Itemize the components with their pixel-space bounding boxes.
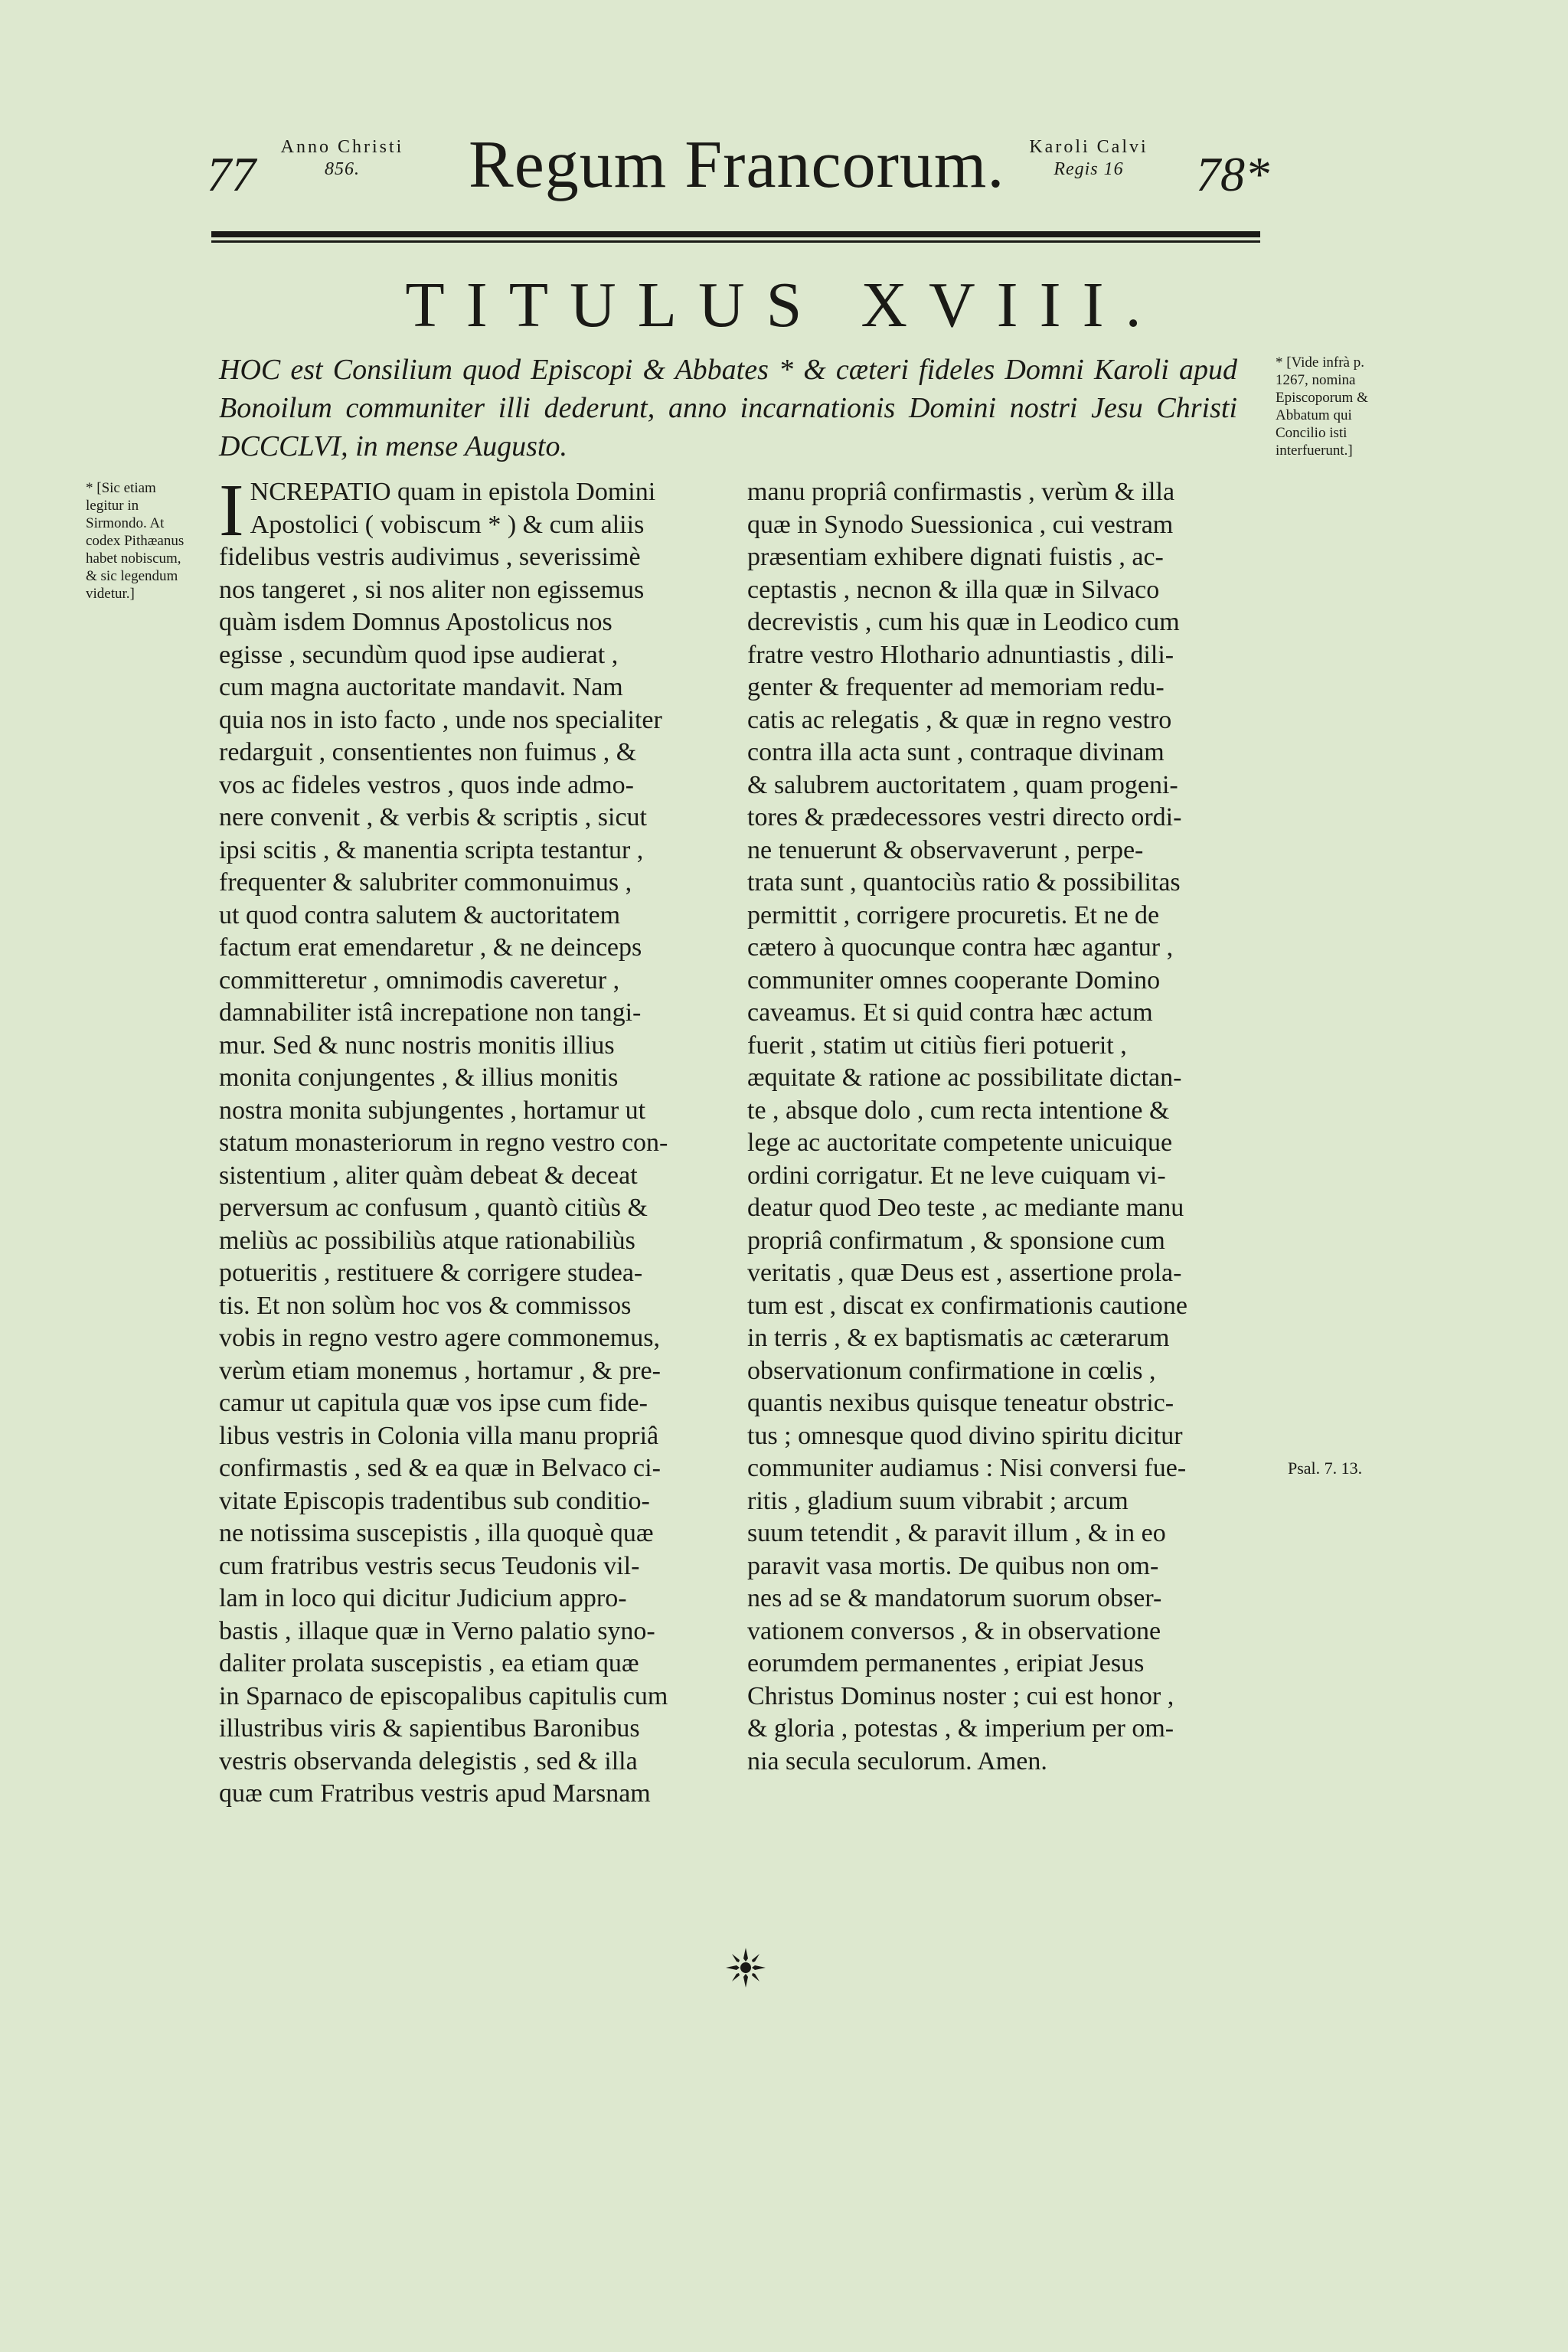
text-line: quæ cum Fratribus vestris apud Marsnam — [219, 1779, 651, 1808]
text-line: eorumdem permanentes , eripiat Jesus — [747, 1649, 1145, 1677]
text-line: quia nos in isto facto , unde nos specialiter — [219, 705, 662, 734]
text-line: nes ad se & mandatorum suorum obser- — [747, 1584, 1162, 1612]
text-line: cum fratribus vestris secus Teudonis vil- — [219, 1551, 640, 1580]
text-line: daliter prolata suscepistis , ea etiam quæ — [219, 1649, 639, 1677]
drop-cap: I — [219, 469, 244, 552]
text-line: verùm etiam monemus , hortamur , & pre- — [219, 1356, 661, 1385]
text-line: cum magna auctoritate mandavit. Nam — [219, 673, 623, 701]
right-column — [747, 476, 1263, 1778]
text-line: NCREPATIO quam in epistola Domini — [250, 478, 656, 506]
text-line: decrevistis , cum his quæ in Leodico cum — [747, 608, 1180, 636]
text-line: deatur quod Deo teste , ac mediante manu — [747, 1194, 1184, 1222]
year-number: 856. — [325, 158, 360, 179]
text-line: fidelibus vestris audivimus , severissimè — [219, 543, 641, 571]
text-line: nostra monita subjungentes , hortamur ut — [219, 1096, 646, 1125]
text-line: perversum ac confusum , quantò citiùs & — [219, 1194, 648, 1222]
text-line: Christus Dominus noster ; cui est honor , — [747, 1681, 1174, 1710]
text-line: nia secula seculorum. Amen. — [747, 1746, 1047, 1775]
text-line: catis ac relegatis , & quæ in regno vestro — [747, 705, 1172, 734]
running-title: Regum Francorum. — [469, 128, 1005, 202]
text-line: egisse , secundùm quod ipse audierat , — [219, 640, 619, 669]
text-line: tis. Et non solùm hoc vos & commissos — [219, 1291, 632, 1320]
header-rule-thick — [211, 231, 1260, 237]
text-line: committeretur , omnimodis caveretur , — [219, 965, 620, 995]
text-line: æquitate & ratione ac possibilitate dictan- — [747, 1063, 1182, 1092]
text-line: contra illa acta sunt , contraque divinam — [747, 738, 1165, 766]
text-line: camur ut capitula quæ vos ipse cum fide- — [219, 1389, 648, 1417]
text-line: vobis in regno vestro agere commonemus, — [219, 1324, 660, 1352]
text-line: libus vestris in Colonia villa manu propriâ — [219, 1421, 659, 1450]
text-line: ne notissima suscepistis , illa quoquè quæ — [219, 1519, 654, 1547]
text-line: meliùs ac possibiliùs atque rationabiliùs — [219, 1226, 635, 1255]
text-line: communiter audiamus : Nisi conversi fue- — [747, 1454, 1187, 1482]
text-line: quàm isdem Domnus Apostolicus nos — [219, 608, 612, 636]
text-line: suum tetendit , & paravit illum , & in eo — [747, 1519, 1166, 1547]
margin-note-right-top: * [Vide infrà p. 1267, nomina Episcoporum & Abbatum qui Concilio isti interfuerunt.] — [1276, 354, 1368, 459]
text-line: in Sparnaco de episcopalibus capitulis cum — [219, 1681, 668, 1710]
reign-label — [1012, 136, 1165, 181]
text-line: cætero à quocunque contra hæc agantur , — [747, 933, 1174, 962]
text-line: vos ac fideles vestros , quos inde admo- — [219, 770, 634, 799]
text-line: quæ in Synodo Suessionica , cui vestram — [747, 510, 1174, 539]
text-line: potueritis , restituere & corrigere studea- — [219, 1259, 643, 1287]
margin-note-left: * [Sic etiam legitur in Sirmondo. At codex Pithæanus habet nobiscum, & sic legendum videtur.] — [86, 480, 185, 602]
text-line: & gloria , potestas , & imperium per om- — [747, 1714, 1174, 1743]
text-line: ne tenuerunt & observaverunt , perpe- — [747, 835, 1144, 864]
text-line: præsentiam exhibere dignati fuistis , ac- — [747, 543, 1164, 571]
text-line: observationum confirmatione in cœlis , — [747, 1356, 1156, 1385]
text-line: permittit , corrigere procuretis. Et ne de — [747, 900, 1160, 929]
left-column-text — [219, 469, 714, 1811]
text-line: bastis , illaque quæ in Verno palatio syno- — [219, 1616, 655, 1645]
text-line: vationem conversos , & in observatione — [747, 1616, 1161, 1645]
text-line: sistentium , aliter quàm debeat & deceat — [219, 1161, 638, 1190]
intro-text: HOC est Consilium quod Episcopi & Abbates * & cæteri fideles Domni Karoli apud Bonoilum communiter illi dederunt, anno incarnationis Domini nostri Jesu Christi DCCCLVI, in mense Augusto. — [219, 354, 1237, 462]
right-column-text — [747, 476, 1263, 1778]
text-line: lam in loco qui dicitur Judicium appro- — [219, 1584, 627, 1612]
text-line: nos tangeret , si nos aliter non egissemus — [219, 575, 645, 604]
text-line: ut quod contra salutem & auctoritatem — [219, 900, 621, 929]
page-number-left: 77 — [207, 147, 256, 201]
text-line: frequenter & salubriter commonuimus , — [219, 868, 632, 897]
text-line: vitate Episcopis tradentibus sub conditio- — [219, 1486, 650, 1515]
intro-heading — [219, 351, 1237, 466]
ornament-icon — [723, 1945, 769, 1991]
text-line: illustribus viris & sapientibus Baronibus — [219, 1714, 640, 1743]
text-line: tores & prædecessores vestri directo ordi- — [747, 803, 1182, 831]
text-line: Apostolici ( vobiscum * ) & cum aliis — [250, 510, 645, 539]
text-line: & salubrem auctoritatem , quam progeni- — [747, 770, 1178, 799]
section-title: TITULUS XVIII. — [405, 270, 1163, 341]
text-line: paravit vasa mortis. De quibus non om- — [747, 1551, 1159, 1580]
text-line: ipsi scitis , & manentia scripta testantur , — [219, 835, 644, 864]
regis-year: Regis 16 — [1054, 158, 1124, 179]
text-line: fratre vestro Hlothario adnuntiastis , dili- — [747, 640, 1174, 669]
year-label — [277, 136, 407, 181]
text-line: statum monasteriorum in regno vestro con- — [219, 1129, 668, 1157]
text-line: tus ; omnesque quod divino spiritu dicitur — [747, 1421, 1183, 1450]
text-line: monita conjungentes , & illius monitis — [219, 1063, 619, 1092]
text-line: genter & frequenter ad memoriam redu- — [747, 673, 1165, 701]
text-line: manu propriâ confirmastis , verùm & illa — [747, 478, 1175, 506]
text-line: confirmastis , sed & ea quæ in Belvaco ci- — [219, 1454, 661, 1482]
text-line: factum erat emendaretur , & ne deinceps — [219, 933, 642, 962]
left-column — [219, 469, 714, 1811]
text-line: te , absque dolo , cum recta intentione & — [747, 1096, 1170, 1125]
margin-note-psalm: Psal. 7. 13. — [1288, 1459, 1363, 1478]
karoli-calvi: Karoli Calvi — [1029, 137, 1148, 157]
text-line: in terris , & ex baptismatis ac cæterarum — [747, 1324, 1170, 1352]
page-number-right: 78* — [1196, 147, 1269, 201]
header-rule-thin — [211, 240, 1260, 243]
text-line: tum est , discat ex confirmationis cautione — [747, 1291, 1188, 1320]
text-line: fuerit , statim ut citiùs fieri potuerit , — [747, 1031, 1127, 1060]
text-line: caveamus. Et si quid contra hæc actum — [747, 998, 1153, 1027]
text-line: redarguit , consentientes non fuimus , & — [219, 738, 637, 766]
text-line: damnabiliter istâ increpatione non tangi- — [219, 998, 642, 1027]
text-line: veritatis , quæ Deus est , assertione prola- — [747, 1259, 1182, 1287]
text-line: ritis , gladium suum vibrabit ; arcum — [747, 1486, 1129, 1515]
text-line: communiter omnes cooperante Domino — [747, 965, 1161, 995]
text-line: lege ac auctoritate competente unicuique — [747, 1129, 1173, 1157]
text-line: propriâ confirmatum , & sponsione cum — [747, 1226, 1165, 1255]
text-line: trata sunt , quantociùs ratio & possibilitas — [747, 868, 1181, 897]
text-line: vestris observanda delegistis , sed & illa — [219, 1746, 638, 1775]
text-line: ordini corrigatur. Et ne leve cuiquam vi- — [747, 1161, 1166, 1190]
text-line: quantis nexibus quisque teneatur obstric- — [747, 1389, 1174, 1417]
anno-christi: Anno Christi — [280, 137, 404, 157]
text-line: nere convenit , & verbis & scriptis , sicut — [219, 803, 647, 831]
text-line: mur. Sed & nunc nostris monitis illius — [219, 1031, 615, 1060]
text-line: ceptastis , necnon & illa quæ in Silvaco — [747, 575, 1160, 604]
